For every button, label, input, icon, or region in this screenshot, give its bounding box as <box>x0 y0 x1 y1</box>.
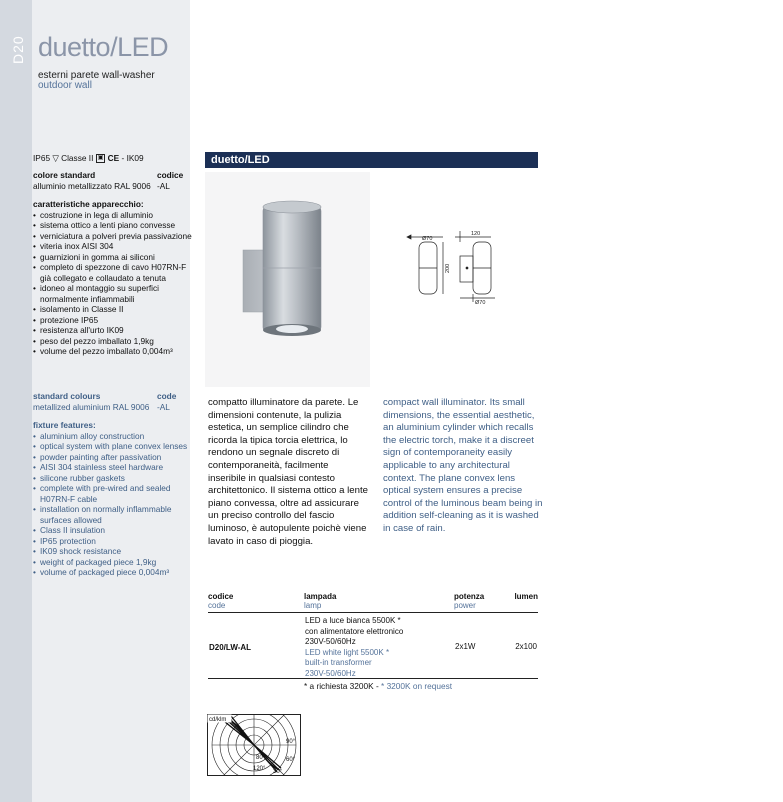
list-item: • idoneo al montaggio su superfici normalmente infiammabili <box>33 283 180 304</box>
english-spec <box>33 391 187 578</box>
colour-label-en: standard colours <box>33 391 101 401</box>
description-it: compatto illuminatore da parete. Le dimensioni contenute, la pulizia estetica, un semplice cilindro che ricorda la tipica torcia elettrica, lo rendono un segnale discreto di contemporaneità, facilmente inseribile in qualsiasi contesto architettonico. Il sistema ottico a lente piano convessa, oltre ad assicurare un preciso controllo del fascio luminoso, è autopulente poichè viene lavato in caso di pioggia. <box>208 397 368 547</box>
list-item: • guarnizioni in gomma ai siliconi <box>33 252 192 263</box>
list-item: • sistema ottico a lenti piano convesse <box>33 220 192 231</box>
features-title-en: fixture features: <box>33 420 96 430</box>
table-row <box>208 612 538 680</box>
dim-width: Ø70 <box>422 236 433 242</box>
description-en: compact wall illuminator. Its small dimensions, the essential aesthetic, an aluminium cylinder which recalls the electric torch, make it a discreet sign of contemporaneity easily applicable to any architectural context. The plane convex lens optical system ensures a precise control of the luminous beam being in addition self-cleaning as it is washed in case of rain. <box>383 397 543 534</box>
ik-rating: - IK09 <box>121 153 144 163</box>
list-item: • AISI 304 stainless steel hardware <box>33 462 187 473</box>
subtitle-en: outdoor wall <box>38 80 92 91</box>
code-label-en: code <box>157 391 177 401</box>
footnote: * a richiesta 3200K - * 3200K on request <box>304 681 453 691</box>
ip-rating: IP65 <box>33 153 51 163</box>
list-item: • protezione IP65 <box>33 315 192 326</box>
list-item: • silicone rubber gaskets <box>33 473 187 484</box>
sidebar-strip <box>0 0 32 802</box>
list-item: • volume of packaged piece 0,004m³ <box>33 567 187 578</box>
list-item: • IK09 shock resistance <box>33 546 187 557</box>
ce-mark: CE <box>107 153 120 163</box>
list-item: • resistenza all'urto IK09 <box>33 325 192 336</box>
code-value-it: -AL <box>157 180 170 191</box>
list-item: • optical system with plane convex lenses <box>33 441 187 452</box>
dim-depth: 120 <box>471 231 481 237</box>
list-item: • aluminium alloy construction <box>33 431 187 442</box>
table-divider <box>208 678 538 679</box>
polar-angle-90: 90° <box>286 739 296 745</box>
cell-power: 2x1W <box>455 641 476 651</box>
list-item: • completo di spezzone di cavo H07RN-F già collegato e collaudato a tenuta <box>33 262 188 283</box>
code-value-en: -AL <box>157 401 170 412</box>
list-item: • Class II insulation <box>33 525 187 536</box>
table-divider <box>208 612 538 613</box>
polar-diagram <box>207 714 301 776</box>
section-header: duetto/LED <box>205 152 538 168</box>
subtitle-it: esterni parete wall-washer <box>38 70 155 81</box>
polar-unit: cd/klm <box>209 717 227 723</box>
class-rating: Classe II <box>61 153 94 163</box>
cell-lumen: 2x100 <box>515 641 537 651</box>
list-item: • viteria inox AISI 304 <box>33 241 192 252</box>
features-list-en <box>33 431 187 578</box>
fire-triangle-icon: ▽ <box>52 153 59 163</box>
features-title-it: caratteristiche apparecchio: <box>33 199 144 209</box>
italian-spec <box>33 170 192 357</box>
list-item: • verniciatura a polveri previa passivazione <box>33 231 192 242</box>
product-photo <box>205 172 370 387</box>
list-item: • peso del pezzo imballato 1,9kg <box>33 336 192 347</box>
colour-value-it: alluminio metallizzato RAL 9006 <box>33 180 151 191</box>
list-item: • volume del pezzo imballato 0,004m³ <box>33 346 192 357</box>
technical-drawing <box>405 228 505 306</box>
polar-angle-60: 60° <box>286 757 296 763</box>
list-item: • powder painting after passivation <box>33 452 187 463</box>
polar-angle-120: 120° <box>253 766 266 772</box>
polar-ring-label: 80 <box>256 755 263 761</box>
spec-table <box>208 592 538 680</box>
cell-lamp: LED a luce bianca 5500K * con alimentatore elettronico 230V-50/60Hz LED white light 5500K * built-in transformer 230V-50/60Hz <box>305 616 404 678</box>
list-item: • isolamento in Classe II <box>33 304 192 315</box>
colour-label-it: colore standard <box>33 170 96 180</box>
cell-code: D20/LW-AL <box>209 643 252 652</box>
list-item: • weight of packaged piece 1,9kg <box>33 557 187 568</box>
features-list-it <box>33 210 192 357</box>
ratings-row <box>33 153 144 164</box>
code-label-it: codice <box>157 170 184 180</box>
list-item: • costruzione in lega di alluminio <box>33 210 192 221</box>
header-lumen: lumen <box>514 592 538 601</box>
lamp-image <box>205 172 370 387</box>
class-ii-icon: ▣ <box>97 155 104 162</box>
table-header-row <box>208 592 538 612</box>
header-power: potenza power <box>454 592 485 610</box>
product-title: duetto/LED <box>38 32 169 62</box>
header-code: codice code <box>208 592 234 610</box>
dim-height: 200 <box>445 263 451 273</box>
list-item: • complete with pre-wired and sealed H07RN-F cable <box>33 483 180 504</box>
list-item: • installation on normally inflammable surfaces allowed <box>33 504 180 525</box>
list-item: • IP65 protection <box>33 536 187 547</box>
product-code: D20 <box>10 35 26 64</box>
header-lamp: lampada lamp <box>304 592 337 610</box>
colour-value-en: metallized aluminium RAL 9006 <box>33 401 150 412</box>
polar-angle-30: 30° <box>273 769 283 775</box>
dim-base: Ø70 <box>475 300 486 306</box>
